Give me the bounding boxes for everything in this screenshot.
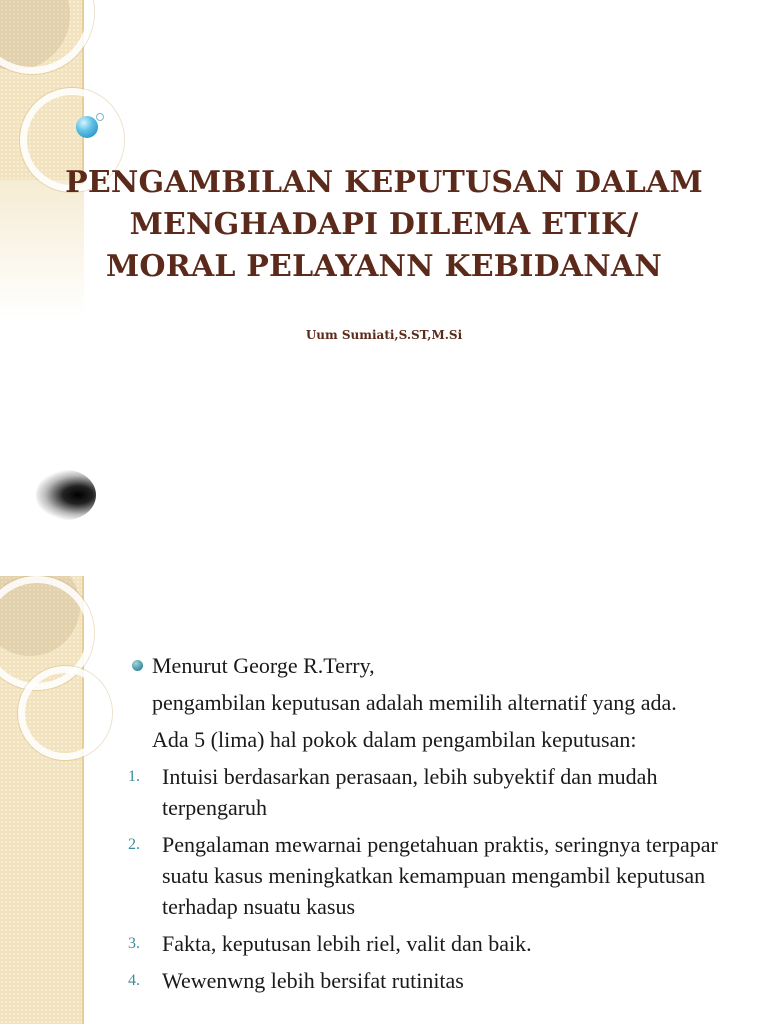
bullet-item [128, 650, 748, 681]
list-text: Fakta, keputusan lebih riel, valit dan baik. [162, 931, 532, 956]
slide-body [128, 650, 748, 1002]
slide-title [40, 162, 728, 288]
title-line: MENGHADAPI DILEMA ETIK/ [129, 207, 639, 242]
list-number: 4. [128, 972, 140, 989]
list-item [128, 928, 748, 959]
list-text: Intuisi berdasarkan perasaan, lebih subyektif dan mudah terpengaruh [162, 764, 658, 820]
list-text: Wewenwng lebih bersifat rutinitas [162, 968, 464, 993]
list-number: 1. [128, 768, 140, 785]
blue-orb-icon [76, 116, 98, 138]
list-number: 3. [128, 935, 140, 952]
title-line: MORAL PELAYANN KEBIDANAN [106, 249, 662, 284]
author-name: Uum Sumiati,S.ST,M.Si [305, 328, 463, 342]
list-text: Pengalaman mewarnai pengetahuan praktis, seringnya terpapar suatu kasus meningkatkan kemampuan mengambil keputusan terhadap nsuatu kasus [162, 832, 718, 919]
list-item [128, 761, 748, 823]
list-number: 2. [128, 836, 140, 853]
bullet-icon [132, 660, 143, 671]
title-line: PENGAMBILAN KEPUTUSAN DALAM [65, 165, 703, 200]
decorative-ring [18, 666, 112, 760]
numbered-list [128, 761, 748, 996]
list-item [128, 829, 748, 922]
content-slide [0, 576, 768, 1024]
blurred-mark [36, 470, 96, 520]
intro-paragraph: Ada 5 (lima) hal pokok dalam pengambilan keputusan: [152, 727, 637, 752]
list-item [128, 965, 748, 996]
small-ring-icon [96, 113, 104, 121]
definition-paragraph: pengambilan keputusan adalah memilih alternatif yang ada. [152, 690, 677, 715]
bullet-text: Menurut George R.Terry, [152, 653, 375, 678]
